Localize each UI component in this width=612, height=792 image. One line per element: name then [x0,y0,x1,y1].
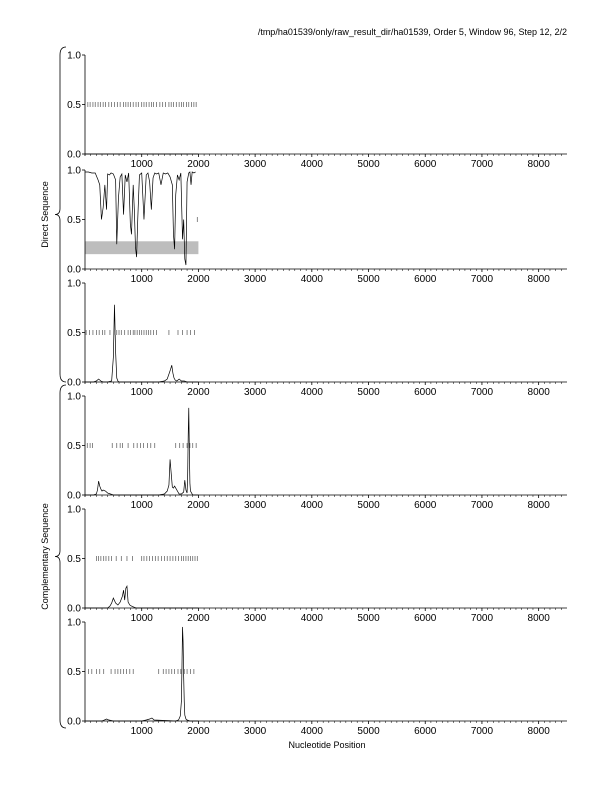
series-line [85,586,198,608]
x-tick-label: 6000 [414,159,437,170]
y-tick-label: 0.0 [67,716,81,728]
x-tick-label: 4000 [300,613,323,624]
y-tick-label: 0.0 [67,490,81,502]
y-tick-label: 0.5 [67,100,81,111]
y-tick-label: 1.0 [67,504,81,516]
x-tick-label: 2000 [187,500,210,511]
x-tick-label: 7000 [470,500,494,511]
x-tick-label: 3000 [243,726,267,737]
y-tick-label: 0.5 [67,328,81,339]
y-tick-label: 0.5 [67,667,81,678]
x-tick-label: 6000 [414,613,437,624]
x-tick-label: 3000 [243,387,267,398]
page-title: /tmp/ha01539/only/raw_result_dir/ha01539, Order 5, Window 96, Step 12, 2/2 [257,27,567,37]
x-tick-label: 7000 [470,726,494,737]
x-tick-label: 5000 [357,613,380,624]
series-line [85,305,198,382]
panel-3 [67,279,567,399]
x-tick-label: 8000 [527,726,550,737]
y-tick-label: 0.5 [67,554,81,565]
y-tick-label: 1.0 [67,617,81,629]
x-tick-label: 1000 [130,613,153,624]
x-tick-label: 5000 [357,726,380,737]
y-tick-label: 1.0 [67,391,81,403]
group-bracket [55,385,66,728]
x-tick-label: 6000 [414,387,437,398]
x-tick-label: 5000 [357,274,380,285]
x-tick-label: 1000 [130,387,153,398]
x-tick-label: 2000 [187,159,210,170]
x-tick-label: 3000 [243,159,267,170]
x-tick-label: 7000 [470,613,494,624]
y-tick-label: 0.0 [67,377,81,389]
x-tick-label: 8000 [527,613,550,624]
x-tick-label: 3000 [243,613,267,624]
x-tick-label: 2000 [187,613,210,624]
series-line [85,408,198,495]
panel-4 [67,392,567,512]
y-tick-label: 0.5 [67,441,81,452]
x-tick-label: 8000 [527,500,550,511]
x-tick-label: 2000 [187,387,210,398]
x-axis-title: Nucleotide Position [288,740,366,750]
x-tick-label: 2000 [187,274,210,285]
group-label: Direct Sequence [40,181,50,248]
y-tick-label: 0.5 [67,215,81,226]
y-tick-label: 1.0 [67,278,81,290]
series-line [85,627,198,721]
x-tick-label: 4000 [300,274,323,285]
x-tick-label: 3000 [243,274,267,285]
group-brackets [40,47,66,728]
x-tick-label: 1000 [130,500,153,511]
x-tick-label: 6000 [414,726,437,737]
y-tick-label: 1.0 [67,50,81,62]
x-tick-label: 6000 [414,500,437,511]
x-tick-label: 7000 [470,159,494,170]
x-tick-label: 1000 [130,726,153,737]
x-tick-label: 4000 [300,159,323,170]
y-tick-label: 0.0 [67,264,81,276]
group-bracket [55,47,66,382]
group-label: Complementary Sequence [40,503,50,610]
x-tick-label: 4000 [300,500,323,511]
chart-panels [67,51,567,738]
y-tick-label: 0.0 [67,149,81,161]
x-tick-label: 4000 [300,726,323,737]
panel-2 [67,166,567,286]
x-tick-label: 1000 [130,159,153,170]
y-tick-label: 1.0 [67,165,81,177]
x-tick-label: 7000 [470,274,494,285]
panel-6 [67,618,567,738]
x-tick-label: 5000 [357,159,380,170]
x-tick-label: 5000 [357,500,380,511]
panel-1 [67,51,567,171]
x-tick-label: 8000 [527,159,550,170]
x-tick-label: 4000 [300,387,323,398]
x-tick-label: 8000 [527,274,550,285]
x-tick-label: 6000 [414,274,437,285]
x-tick-label: 1000 [130,274,153,285]
x-tick-label: 7000 [470,387,494,398]
x-tick-label: 2000 [187,726,210,737]
x-tick-label: 8000 [527,387,550,398]
y-tick-label: 0.0 [67,603,81,615]
threshold-band [85,241,198,254]
x-tick-label: 3000 [243,500,267,511]
x-tick-label: 5000 [357,387,380,398]
panel-5 [67,505,567,625]
